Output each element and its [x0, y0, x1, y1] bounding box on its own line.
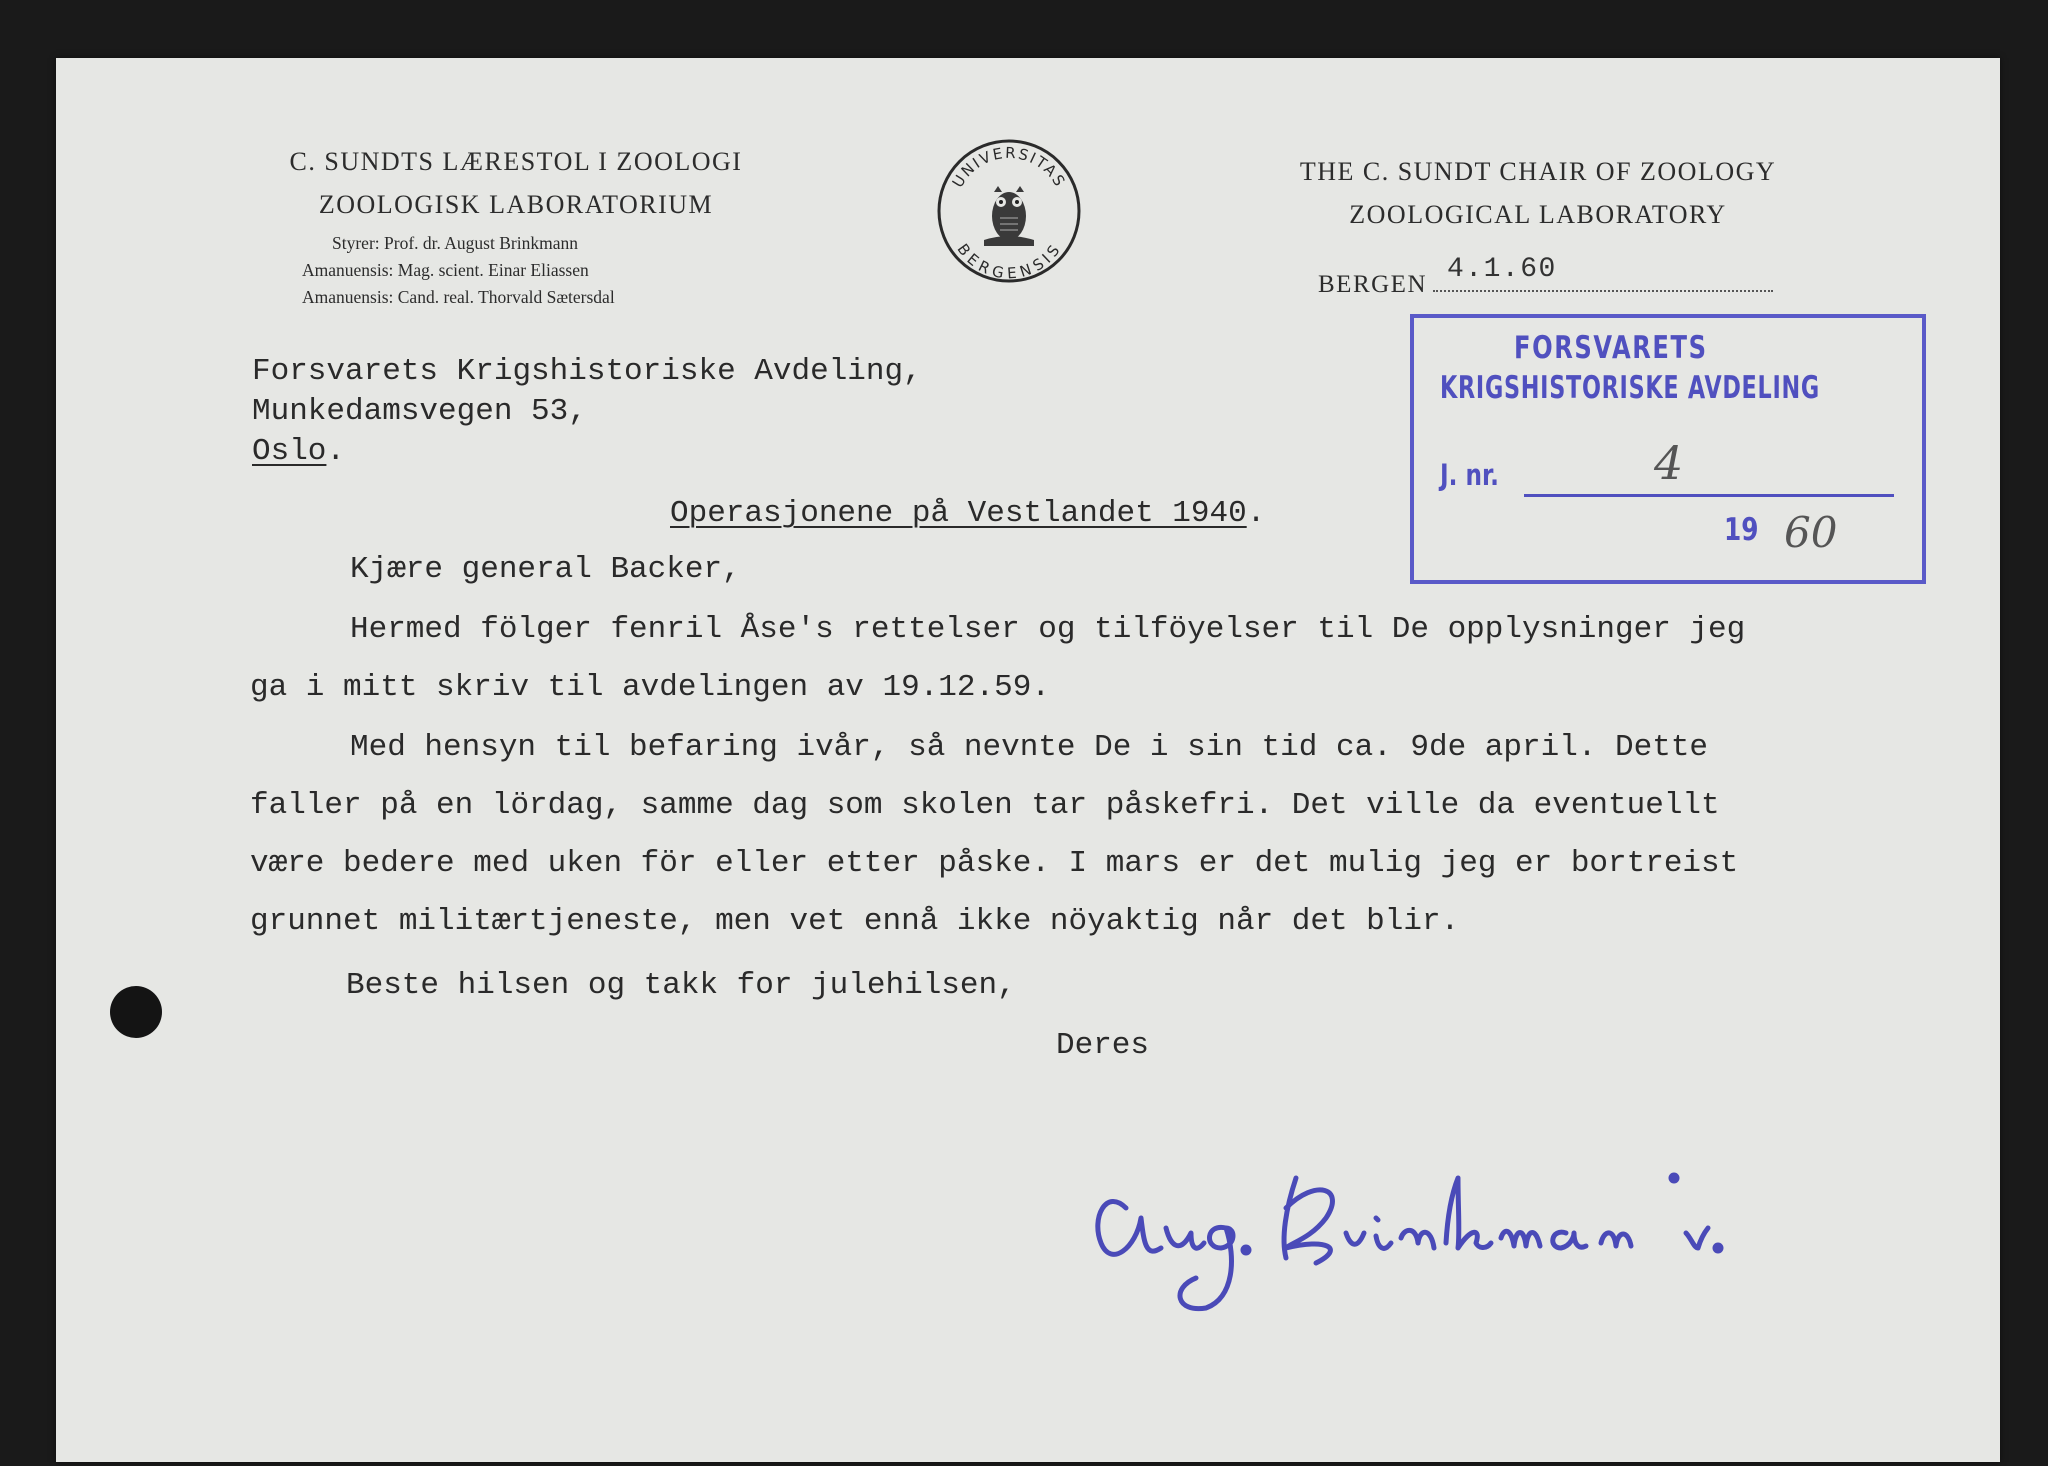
letterhead-english-line1: THE C. SUNDT CHAIR OF ZOOLOGY — [1299, 157, 1777, 186]
body-line4: faller på en lördag, samme dag som skolen tar påskefri. Det ville da eventuellt — [250, 788, 1720, 823]
body-line6: grunnet militærtjeneste, men vet ennå ikke nöyaktig når det blir. — [250, 904, 1460, 939]
letterhead-english — [1228, 150, 1848, 236]
svg-text:UNIVERSITAS: UNIVERSITAS — [948, 143, 1070, 191]
staff-director: Styrer: Prof. dr. August Brinkmann — [332, 233, 578, 253]
staff-amanuensis-2: Amanuensis: Cand. real. Thorvald Sætersdal — [302, 287, 615, 307]
letterhead-english-line2: ZOOLOGICAL LABORATORY — [1349, 200, 1727, 229]
recipient-city-line: Oslo. — [252, 434, 346, 469]
body-line5: være bedere med uken för eller etter påske. I mars er det mulig jeg er bortreist — [250, 846, 1739, 881]
body-line1: Hermed fölger fenril Åse's rettelser og tilföyelser til De opplysninger jeg — [350, 612, 1746, 647]
staff-list — [302, 230, 615, 311]
stamp-journal-label: J. nr. — [1440, 458, 1499, 492]
subject-line: Operasjonene på Vestlandet 1940. — [670, 496, 1266, 531]
closing-line: Beste hilsen og takk for julehilsen, — [346, 968, 1016, 1003]
date-line — [1318, 254, 1773, 299]
svg-text:BERGENSIS: BERGENSIS — [953, 240, 1065, 283]
body-line3: Med hensyn til befaring ivår, så nevnte De i sin tid ca. 9de april. Dette — [350, 730, 1709, 765]
stamp-journal-number: 4 — [1654, 436, 1684, 490]
handwritten-signature — [1086, 1148, 1766, 1318]
stamp-year-printed: 19 — [1724, 512, 1759, 548]
university-seal-icon — [934, 136, 1084, 286]
stamp-line1: FORSVARETS — [1514, 330, 1708, 366]
greeting: Kjære general Backer, — [350, 552, 741, 587]
punch-hole — [110, 986, 162, 1038]
body-line2: ga i mitt skriv til avdelingen av 19.12.59. — [250, 670, 1050, 705]
staff-amanuensis-1: Amanuensis: Mag. scient. Einar Eliassen — [302, 260, 589, 280]
date-value: 4.1.60 — [1447, 254, 1557, 285]
recipient-city: Oslo — [252, 434, 327, 469]
stamp-year-written: 60 — [1784, 508, 1838, 557]
stamp-line2: KRIGSHISTORISKE AVDELING — [1440, 370, 1820, 406]
letter-paper — [56, 58, 2000, 1462]
letterhead-norwegian-line2: ZOOLOGISK LABORATORIUM — [318, 190, 714, 219]
archive-stamp — [1410, 314, 1926, 584]
subject-text: Operasjonene på Vestlandet 1940 — [670, 496, 1247, 531]
recipient-line1: Forsvarets Krigshistoriske Avdeling, — [252, 354, 922, 389]
signoff: Deres — [1056, 1028, 1150, 1063]
date-label: BERGEN — [1318, 271, 1427, 298]
stamp-journal-underline — [1524, 494, 1894, 497]
letterhead-norwegian-line1: C. SUNDTS LÆRESTOL I ZOOLOGI — [289, 147, 743, 176]
recipient-line2: Munkedamsvegen 53, — [252, 394, 587, 429]
letterhead-norwegian — [226, 140, 806, 226]
